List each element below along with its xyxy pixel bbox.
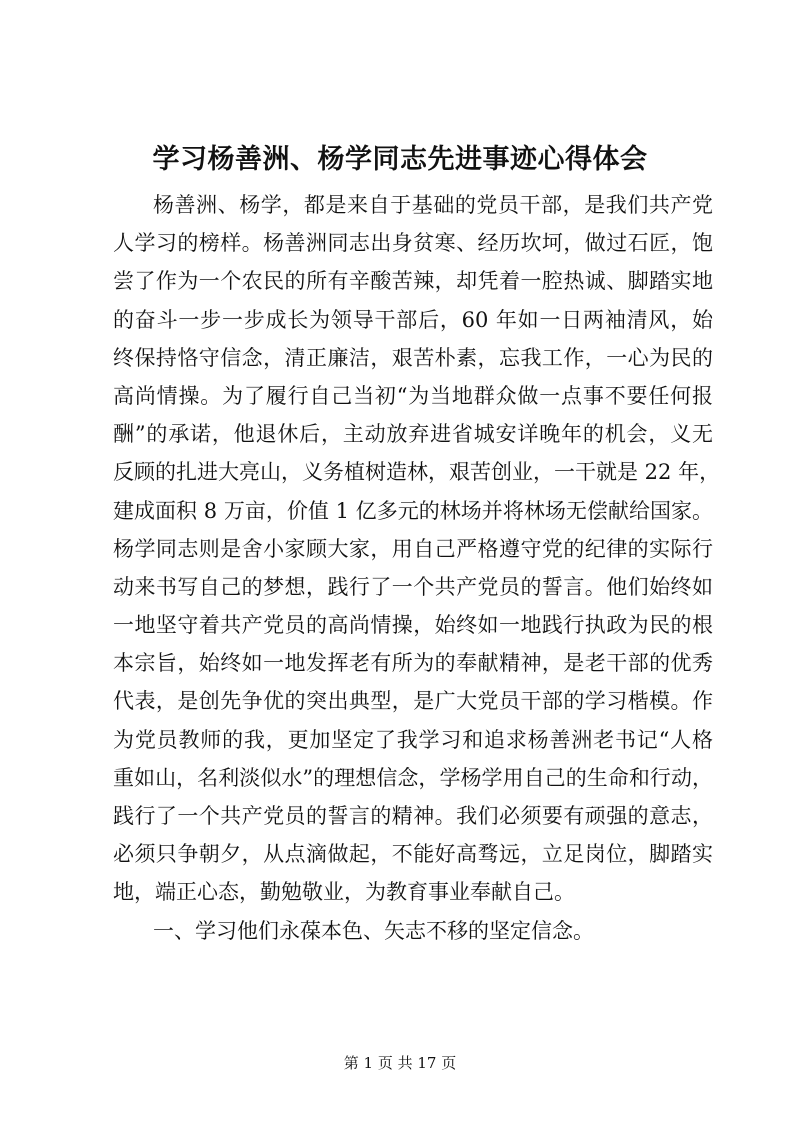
body-line: 杨学同志则是舍小家顾大家，用自己严格遵守党的纪律的实际行 (113, 536, 713, 561)
body-line: 酬”的承诺，他退休后，主动放弃进省城安详晚年的机会，义无 (113, 422, 713, 447)
body-line: 践行了一个共产党员的誓言的精神。我们必须要有顽强的意志， (113, 804, 713, 828)
body-line: 建成面积 8 万亩，价值 1 亿多元的林场并将林场无偿献给国家。 (113, 498, 713, 523)
body-line: 为党员教师的我，更加坚定了我学习和追求杨善洲老书记“人格 (113, 727, 713, 752)
body-line: 一地坚守着共产党员的高尚情操，始终如一地践行执政为民的根 (113, 613, 713, 638)
document-body (113, 186, 721, 950)
body-line: 代表，是创先争优的突出典型，是广大党员干部的学习楷模。作 (113, 689, 713, 714)
body-line: 地，端正心态，勤勉敬业，为教育事业奉献自己。 (113, 880, 575, 905)
section-heading: 一、学习他们永葆本色、矢志不移的坚定信念。 (153, 918, 594, 943)
document-title: 学习杨善洲、杨学同志先进事迹心得体会 (152, 144, 648, 175)
body-line: 高尚情操。为了履行自己当初“为当地群众做一点事不要任何报 (113, 383, 713, 408)
body-line: 重如山，名利淡似水”的理想信念，学杨学用自己的生命和行动， (113, 765, 713, 790)
body-line: 反顾的扎进大亮山，义务植树造林，艰苦创业，一干就是 22 年， (113, 460, 721, 485)
body-line: 杨善洲、杨学，都是来自于基础的党员干部，是我们共产党 (153, 193, 713, 217)
body-line: 终保持恪守信念，清正廉洁，艰苦朴素，忘我工作，一心为民的 (113, 345, 713, 370)
body-line: 人学习的榜样。杨善洲同志出身贫寒、经历坎坷，做过石匠，饱 (113, 231, 713, 256)
body-line: 本宗旨，始终如一地发挥老有所为的奉献精神，是老干部的优秀 (113, 651, 713, 676)
body-line: 动来书写自己的梦想，践行了一个共产党员的誓言。他们始终如 (113, 574, 713, 599)
body-line: 尝了作为一个农民的所有辛酸苦辣，却凭着一腔热诚、脚踏实地 (113, 269, 713, 294)
page-footer: 第 1 页 共 17 页 (343, 1054, 457, 1072)
body-line: 的奋斗一步一步成长为领导干部后，60 年如一日两袖清风，始 (113, 307, 713, 332)
body-line: 必须只争朝夕，从点滴做起，不能好高骛远，立足岗位，脚踏实 (113, 842, 713, 867)
